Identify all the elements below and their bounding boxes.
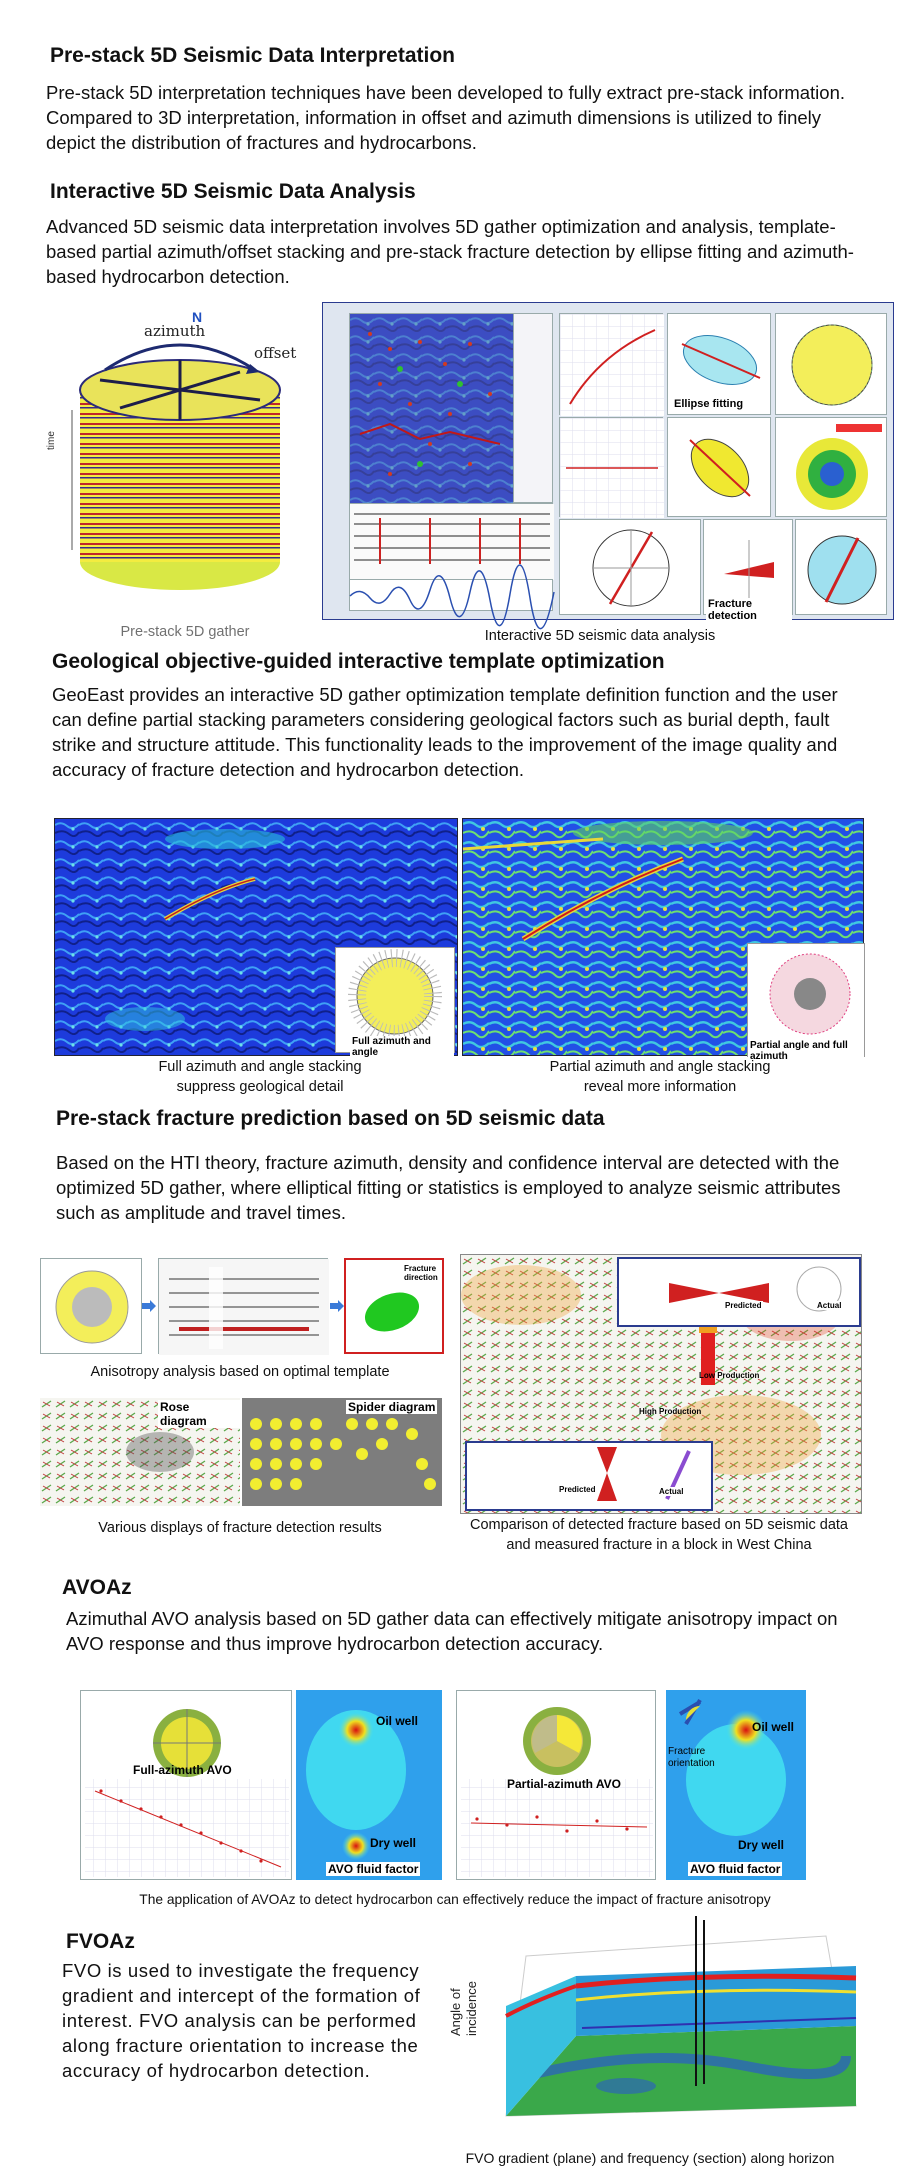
fluid-factor-label-1: AVO fluid factor (328, 1862, 419, 1876)
offset-label: offset (254, 344, 297, 362)
full-azimuth-seismic-image (54, 818, 458, 1056)
section-body-fracture: Based on the HTI theory, fracture azimuth, density and confidence interval are detected with the optimized 5D gather, where elliptical fitting or statistics is employed to analyze seismic attributes such as amplitude and travel times. (56, 1152, 841, 1223)
comparison-caption-line2: and measured fracture in a block in West China (506, 1537, 812, 1553)
avo-fluid-factor-map-1 (296, 1690, 442, 1880)
avoaz-caption: The application of AVOAz to detect hydrocarbon can effectively reduce the impact of fracture anisotropy (139, 1892, 771, 1907)
partial-azimuth-inset (747, 943, 865, 1062)
full-stack-caption (120, 1057, 400, 1097)
partial-azimuth-avo-panel (456, 1690, 656, 1880)
angle-of-incidence-label (446, 1962, 486, 2036)
section-body-prestack: Pre-stack 5D interpretation techniques have been developed to fully extract pre-stack information. Compared to 3D interpretation, information in offset and azimuth dimensions is utilized to finely depict the distribution of fractures and hydrocarbons. (46, 82, 846, 153)
actual-vs-predicted-top (617, 1257, 861, 1327)
angle-label-line1: Angle of (448, 1988, 463, 2036)
north-label: N (192, 309, 203, 325)
predicted-label-top: Predicted (725, 1301, 762, 1310)
dry-well-label-1: Dry well (370, 1836, 417, 1850)
analysis-app-window (322, 302, 894, 620)
low-production-label: Low Production (699, 1371, 760, 1380)
dry-well-label-2: Dry well (738, 1838, 785, 1852)
arrow-right-icon-2 (330, 1300, 344, 1312)
prestack-5d-gather-figure (40, 300, 310, 600)
fracture-comparison-map (460, 1254, 862, 1514)
comparison-caption (444, 1515, 874, 1555)
section-body-avoaz: Azimuthal AVO analysis based on 5D gather data can effectively mitigate anisotropy impact on AVO response and thus improve hydrocarbon detection accuracy. (66, 1608, 838, 1654)
spider-diagram-image (242, 1398, 442, 1506)
azimuth-label: azimuth (144, 322, 206, 340)
full-azimuth-inset-label: Full azimuth and angle (350, 1036, 454, 1058)
section-body-geological: GeoEast provides an interactive 5D gather optimization template definition function and the user can define partial stacking parameters considering geological factors such as burial depth, fault strike and structure attitude. This functionality leads to the improvement of the image quality and accuracy of fracture detection and hydrocarbon detection. (52, 684, 838, 780)
ellipse-fitting-panel (667, 313, 771, 415)
template-rose-panel (40, 1258, 142, 1354)
rose-diagram-label: Rose diagram (158, 1400, 240, 1428)
full-azimuth-inset (335, 947, 455, 1058)
fracture-orientation-line2: orientation (668, 1758, 715, 1769)
section-body-fvoaz: FVO is used to investigate the frequency gradient and intercept of the formation of interest. FVO analysis can be performed along fracture orientation to increase the accuracy of hydrocarbon detection. (62, 1960, 421, 2081)
avo-fluid-factor-map-2 (666, 1690, 806, 1880)
cylinder-caption: Pre-stack 5D gather (120, 624, 250, 640)
displays-caption: Various displays of fracture detection results (98, 1520, 382, 1536)
trace-panel (349, 579, 553, 611)
partial-stack-caption (510, 1057, 810, 1097)
full-azimuth-avo-label: Full-azimuth AVO (133, 1763, 232, 1777)
comparison-caption-line1: Comparison of detected fracture based on 5D seismic data (469, 1517, 848, 1533)
arrow-right-icon-1 (142, 1300, 156, 1312)
partial-stack-caption-line1: Partial azimuth and angle stacking (549, 1059, 771, 1075)
rose-panel-2 (775, 417, 887, 517)
partial-azimuth-seismic-image (462, 818, 864, 1062)
polar-panel (559, 519, 701, 615)
spider-diagram-label: Spider diagram (348, 1400, 436, 1414)
circle-panel (795, 519, 887, 615)
partial-azimuth-avo-label: Partial-azimuth AVO (507, 1777, 622, 1791)
analysis-caption: Interactive 5D seismic data analysis (484, 628, 716, 644)
actual-label-top: Actual (817, 1301, 842, 1310)
rose-panel-1 (775, 313, 887, 415)
section-title-avoaz: AVOAz (62, 1576, 132, 1599)
fracture-orientation-label (666, 1746, 717, 1770)
anisotropy-caption: Anisotropy analysis based on optimal template (90, 1364, 390, 1380)
ellipse-fitting-label: Ellipse fitting (674, 398, 744, 410)
fvo-caption: FVO gradient (plane) and frequency (section) along horizon (465, 2150, 835, 2166)
section-title-prestack: Pre-stack 5D Seismic Data Interpretation (50, 44, 455, 67)
full-azimuth-avo-panel (80, 1690, 292, 1880)
fracture-orientation-line1: Fracture (668, 1746, 706, 1757)
section-title-geological: Geological objective-guided interactive template optimization (52, 650, 665, 673)
high-production-label: High Production (639, 1407, 702, 1416)
section-title-fracture: Pre-stack fracture prediction based on 5D seismic data (56, 1107, 605, 1130)
rose-diagram-image (40, 1398, 240, 1506)
section-title-fvoaz: FVOAz (66, 1930, 135, 1953)
angle-label-line2: incidence (464, 1981, 479, 2036)
fluid-factor-label-2: AVO fluid factor (690, 1862, 781, 1876)
actual-vs-predicted-bottom (465, 1441, 713, 1511)
predicted-label-bottom: Predicted (559, 1485, 596, 1494)
time-axis-label: time (46, 431, 57, 450)
azimuth-map-panel (349, 313, 513, 503)
section-title-interactive: Interactive 5D Seismic Data Analysis (50, 180, 416, 203)
fvo-3d-volume (446, 1916, 866, 2136)
full-stack-caption-line2: suppress geological detail (176, 1079, 344, 1095)
fracture-direction-label: Fracture direction (402, 1264, 442, 1282)
fracture-direction-panel (344, 1258, 444, 1354)
fracture-detection-label: Fracture detection (706, 598, 792, 622)
full-stack-caption-line1: Full azimuth and angle stacking (158, 1059, 362, 1075)
map-scale-panel (513, 313, 553, 503)
scatter-panel (559, 417, 663, 517)
section-body-interactive: Advanced 5D seismic data interpretation involves 5D gather optimization and analysis, template-based partial azimuth/offset stacking and pre-stack fracture detection by ellipse fitting and azimuth-based hydrocarbon detection. (46, 216, 854, 287)
gather-optimization-panel (158, 1258, 328, 1354)
partial-stack-caption-line2: reveal more information (583, 1079, 737, 1095)
oil-well-label-1: Oil well (376, 1714, 419, 1728)
fracture-detection-panel (703, 519, 793, 622)
avo-curve-panel (559, 313, 663, 415)
oil-well-label-2: Oil well (752, 1720, 795, 1734)
actual-label-bottom: Actual (659, 1487, 684, 1496)
ellipse-panel-2 (667, 417, 771, 517)
partial-azimuth-inset-label: Partial angle and full azimuth (748, 1040, 864, 1062)
